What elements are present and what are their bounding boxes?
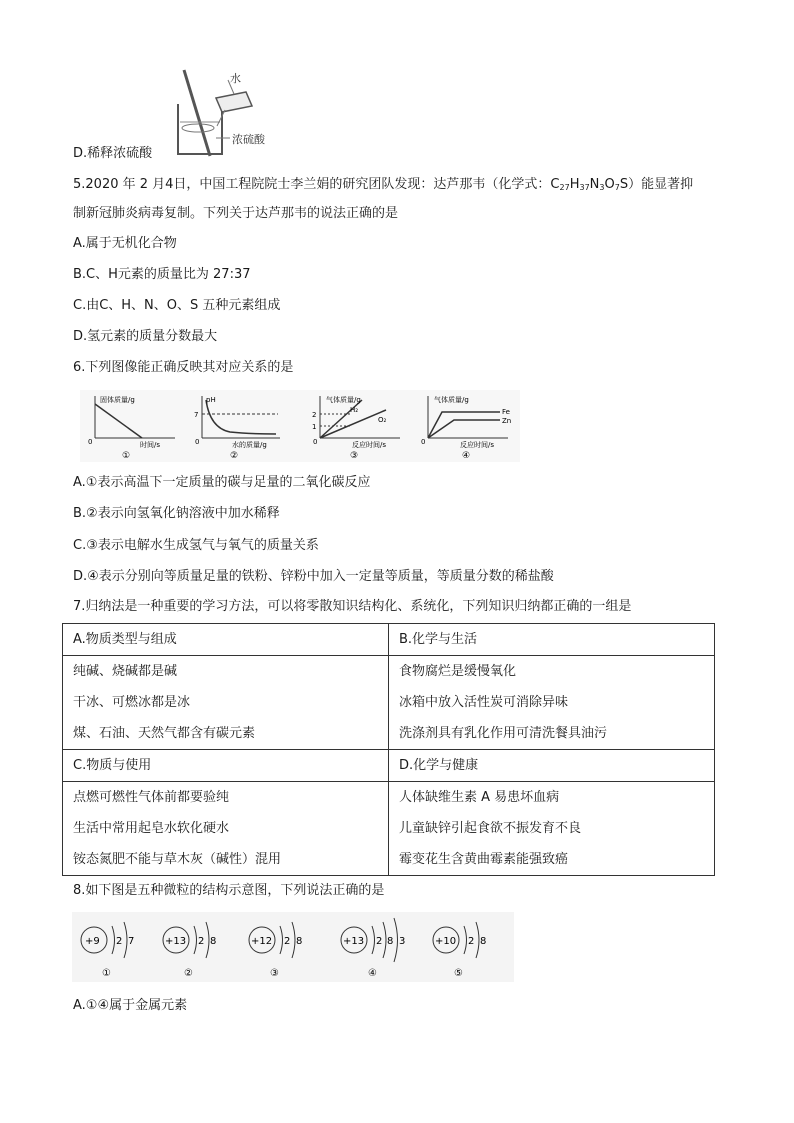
q4-option-d: D.稀释浓硫酸	[73, 146, 153, 161]
q6-g4-ylabel: 气体质量/g	[434, 396, 469, 404]
q8-p4-shell-2: 8	[387, 936, 394, 947]
q5-formula-o: 7	[614, 183, 620, 192]
q8-p3-shell-2: 8	[296, 936, 303, 947]
q7-c-item: 生活中常用起皂水软化硬水	[73, 821, 230, 836]
q8-particles	[72, 912, 514, 982]
q6-g2-ylabel: pH	[206, 396, 216, 404]
q7-cell-a-items	[63, 656, 389, 750]
q6-g3-series-o2: O₂	[378, 416, 387, 424]
q5-option-c: C.由C、H、N、O、S 五种元素组成	[73, 298, 281, 313]
q8-p1-caption: ①	[102, 968, 111, 979]
q8-p4-shell-3: 3	[399, 936, 406, 947]
q8-p5-shell-2: 8	[480, 936, 487, 947]
q5-formula-n: 3	[599, 183, 605, 192]
q7-cell-a-title: A.物质类型与组成	[63, 624, 389, 656]
q8-p4-caption: ④	[368, 968, 377, 979]
q6-g3-xlabel: 反应时间/s	[352, 441, 387, 449]
q7-cell-c-title: C.物质与使用	[63, 750, 389, 782]
q5-stem-line2: 制新冠肺炎病毒复制。下列关于达芦那韦的说法正确的是	[73, 206, 399, 221]
q5-stem-part-b: S）能显著抑	[619, 177, 694, 192]
q5-formula-h: 37	[579, 183, 590, 192]
q8-p5-nucleus: +10	[435, 936, 457, 947]
q6-g2-mark: 7	[194, 411, 199, 419]
q8-p3-caption: ③	[270, 968, 279, 979]
q7-a-item: 干冰、可燃冰都是冰	[73, 695, 191, 710]
q7-cell-b-title: B.化学与生活	[389, 624, 715, 656]
q8-option-a: A.①④属于金属元素	[73, 998, 188, 1013]
q7-knowledge-table	[62, 623, 715, 876]
q8-p2-nucleus: +13	[165, 936, 187, 947]
q6-g3-origin: 0	[313, 438, 318, 446]
q7-c-item: 点燃可燃性气体前都要验纯	[73, 790, 230, 805]
q7-b-item: 食物腐烂是缓慢氧化	[399, 664, 517, 679]
q7-b-item: 冰箱中放入活性炭可消除异味	[399, 695, 569, 710]
q6-g4-series-zn: Zn	[502, 417, 512, 425]
q6-stem: 6.下列图像能正确反映其对应关系的是	[73, 360, 294, 375]
q6-g4-series-fe: Fe	[502, 408, 510, 416]
q6-g2-xlabel: 水的质量/g	[232, 441, 267, 449]
q5-option-d: D.氢元素的质量分数最大	[73, 329, 218, 344]
q7-a-item: 煤、石油、天然气都含有碳元素	[73, 726, 256, 741]
q6-g3-tick-2: 2	[312, 411, 317, 419]
q6-g3-caption: ③	[350, 451, 359, 461]
q6-option-a: A.①表示高温下一定质量的碳与足量的二氧化碳反应	[73, 475, 371, 490]
q5-formula-o-letter: O	[604, 177, 615, 192]
q6-g3-ylabel: 气体质量/g	[326, 396, 361, 404]
q8-p3-shell-1: 2	[284, 936, 291, 947]
q7-cell-d-title: D.化学与健康	[389, 750, 715, 782]
q8-p1-shell-1: 2	[116, 936, 123, 947]
q6-g2-origin: 0	[195, 438, 200, 446]
q6-g1-ylabel: 固体质量/g	[100, 396, 135, 404]
q6-g2-caption: ②	[230, 451, 239, 461]
q4-dilution-figure	[170, 66, 290, 162]
q7-d-item: 人体缺维生素 A 易患坏血病	[399, 790, 560, 805]
q8-p4-shell-1: 2	[376, 936, 383, 947]
q7-stem: 7.归纳法是一种重要的学习方法，可以将零散知识结构化、系统化，下列知识归纳都正确的一组是	[73, 599, 632, 614]
q7-cell-c-items	[63, 782, 389, 876]
q5-option-b: B.C、H元素的质量比为 27:37	[73, 267, 251, 282]
q8-p3-nucleus: +12	[251, 936, 273, 947]
q5-formula-c: 27	[559, 183, 570, 192]
q8-p5-shell-1: 2	[468, 936, 475, 947]
q8-p2-caption: ②	[184, 968, 193, 979]
q6-g1-xlabel: 时间/s	[140, 441, 161, 449]
q7-a-item: 纯碱、烧碱都是碱	[73, 664, 178, 679]
q8-p5-caption: ⑤	[454, 968, 463, 979]
q8-p2-shell-1: 2	[198, 936, 205, 947]
q6-option-d: D.④表示分别向等质量足量的铁粉、锌粉中加入一定量等质量，等质量分数的稀盐酸	[73, 569, 554, 584]
q6-g3-tick-1: 1	[312, 423, 317, 431]
q7-d-item: 霉变花生含黄曲霉素能强致癌	[399, 852, 569, 867]
q6-g4-origin: 0	[421, 438, 426, 446]
q7-d-item: 儿童缺锌引起食欲不振发育不良	[399, 821, 582, 836]
q6-g4-xlabel: 反应时间/s	[460, 441, 495, 449]
q5-formula-h-letter: H	[569, 177, 580, 192]
q7-c-item: 铵态氮肥不能与草木灰（碱性）混用	[73, 852, 282, 867]
q7-b-item: 洗涤剂具有乳化作用可清洗餐具油污	[399, 726, 608, 741]
q6-g1-origin: 0	[88, 438, 93, 446]
q5-stem-part-a: 5.2020 年 2 月4日，中国工程院院士李兰娟的研究团队发现：达芦那韦（化学式：C	[73, 177, 560, 192]
q7-cell-b-items	[389, 656, 715, 750]
q8-p1-nucleus: +9	[85, 936, 100, 947]
q8-p2-shell-2: 8	[210, 936, 217, 947]
q6-g3-series-h2: H₂	[350, 406, 359, 414]
q4-acid-label: 浓硫酸	[232, 133, 265, 146]
q5-stem-line1	[73, 176, 693, 197]
q5-option-a: A.属于无机化合物	[73, 236, 177, 251]
q6-g1-caption: ①	[122, 451, 131, 461]
q6-option-c: C.③表示电解水生成氢气与氧气的质量关系	[73, 538, 319, 553]
q8-p1-shell-2: 7	[128, 936, 135, 947]
q8-stem: 8.如下图是五种微粒的结构示意图，下列说法正确的是	[73, 883, 385, 898]
q6-g4-caption: ④	[462, 451, 471, 461]
q7-cell-d-items	[389, 782, 715, 876]
q8-p4-nucleus: +13	[343, 936, 365, 947]
q5-formula-n-letter: N	[589, 177, 600, 192]
q4-water-label: 水	[230, 72, 241, 85]
q6-graphs	[80, 390, 520, 462]
q6-option-b: B.②表示向氢氧化钠溶液中加水稀释	[73, 506, 280, 521]
